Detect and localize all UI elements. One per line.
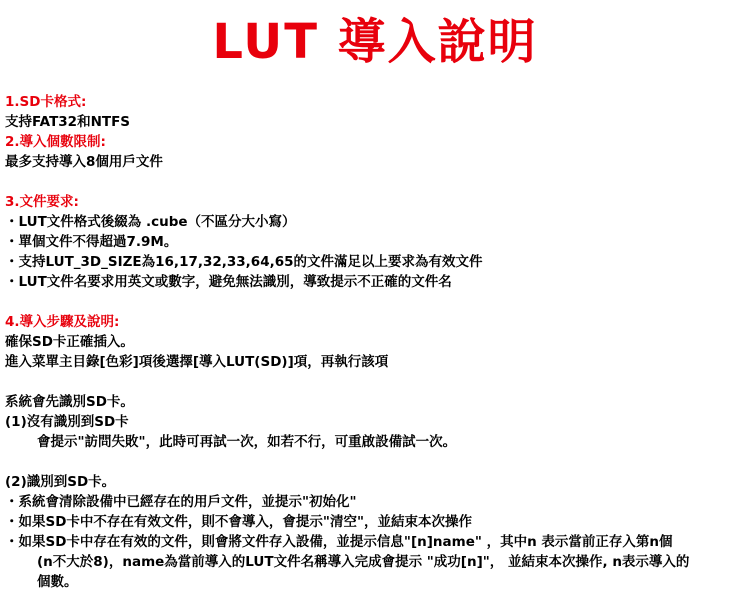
section-2-text: 最多支持導入8個用戶文件 — [5, 154, 163, 170]
section-1-text: 支持FAT32和NTFS — [5, 114, 131, 130]
list-item: ・如果SD卡中存在有效的文件，則會將文件存入設備，並提示信息"[n]name" ，其中n 表示當前正存入第n個 — [5, 534, 673, 550]
section-4-step: 進入菜單主目錄[色彩]項後選擇[導入LUT(SD)]項，再執行該項 — [5, 354, 389, 370]
case-2-label: (2)識別到SD卡。 — [5, 474, 116, 490]
list-item: ・LUT文件名要求用英文或數字，避免無法識別，導致提示不正確的文件名 — [5, 274, 452, 290]
section-3-heading: 3.文件要求: — [5, 194, 79, 210]
list-item: ・如果SD卡中不存在有效文件，則不會導入，會提示"清空"，並結束本次操作 — [5, 514, 472, 530]
document-body — [5, 92, 745, 592]
section-1-heading: 1.SD卡格式: — [5, 94, 87, 110]
case-1-text: 會提示"訪問失敗"，此時可再試一次，如若不行，可重啟設備試一次。 — [37, 434, 457, 450]
page-title: LUT 導入說明 — [212, 14, 538, 70]
section-4-heading: 4.導入步驟及說明: — [5, 314, 120, 330]
list-item: ・支持LUT_3D_SIZE為16,17,32,33,64,65的文件滿足以上要求為有效文件 — [5, 254, 483, 270]
list-item: ・系統會清除設備中已經存在的用戶文件，並提示"初始化" — [5, 494, 357, 510]
section-2-heading: 2.導入個數限制: — [5, 134, 106, 150]
case-1-label: (1)沒有識別到SD卡 — [5, 414, 129, 430]
recognize-text: 系統會先識別SD卡。 — [5, 394, 134, 410]
section-4-step: 確保SD卡正確插入。 — [5, 334, 134, 350]
list-item-continuation: 個數。 — [37, 574, 78, 590]
list-item: ・LUT文件格式後綴為 .cube（不區分大小寫） — [5, 214, 296, 230]
list-item-continuation: (n不大於8)，name為當前導入的LUT文件名稱導入完成會提示 "成功[n]"， 並結束本次操作, n表示導入的 — [37, 554, 690, 570]
list-item: ・單個文件不得超過7.9M。 — [5, 234, 178, 250]
